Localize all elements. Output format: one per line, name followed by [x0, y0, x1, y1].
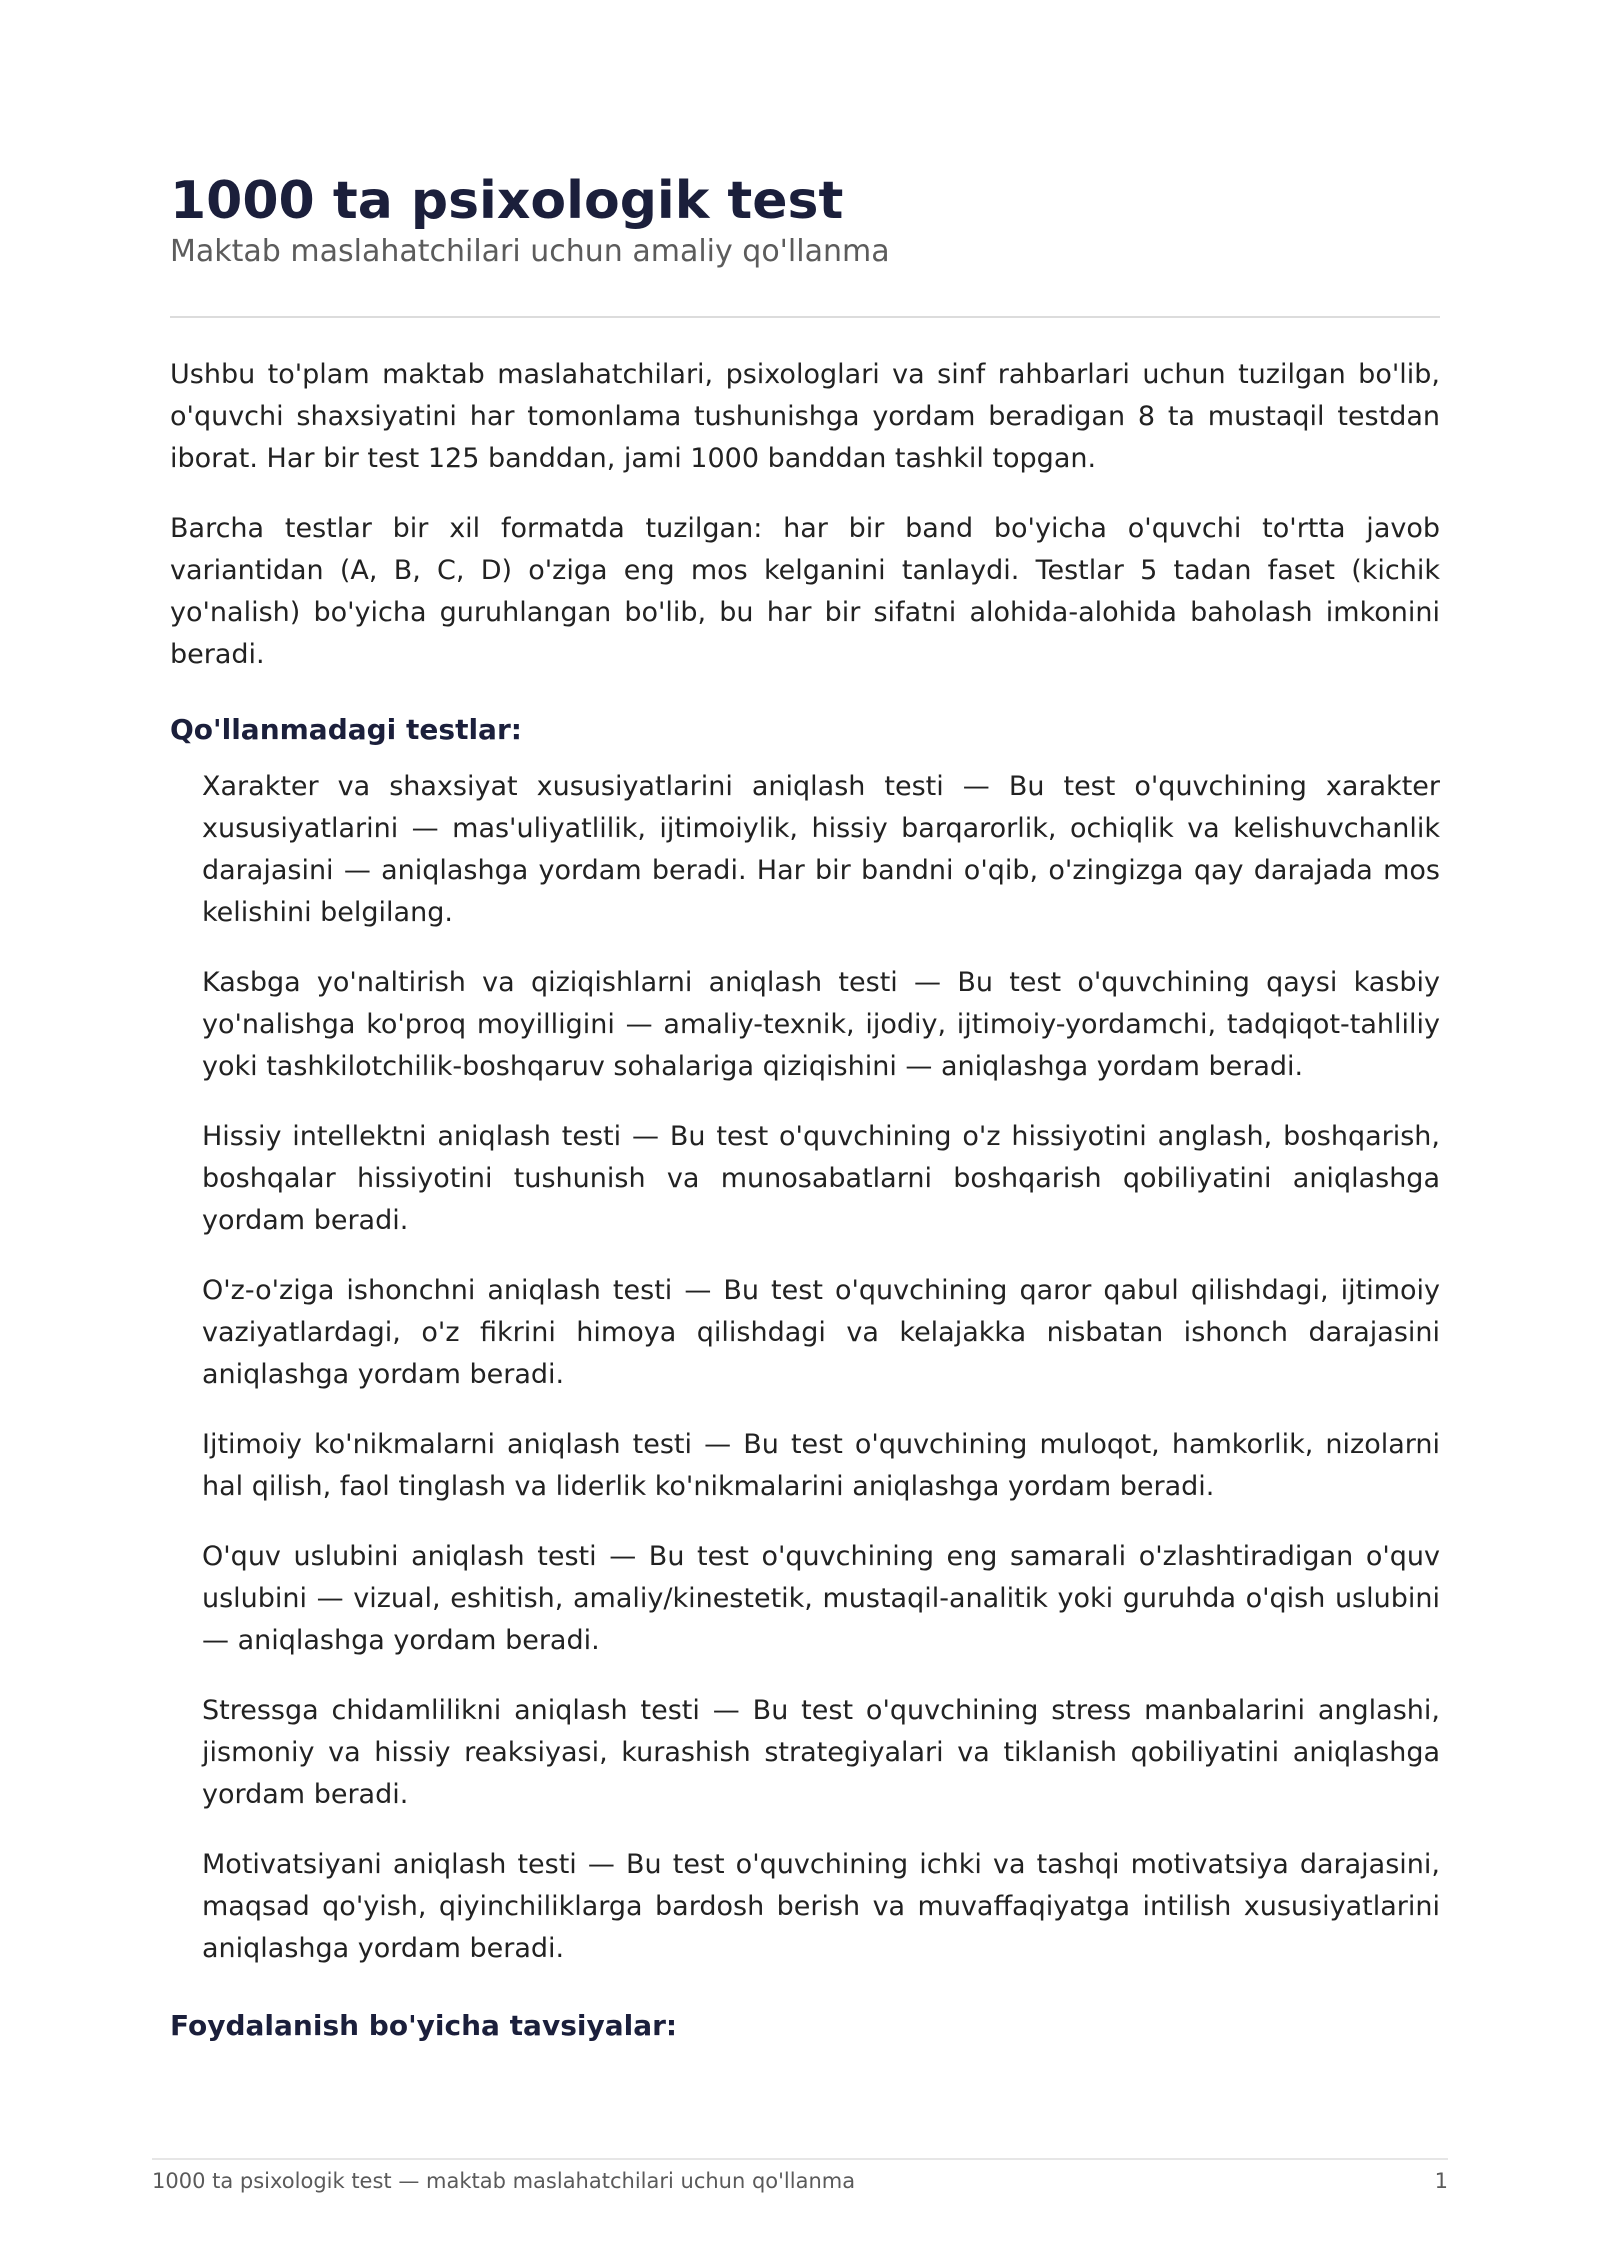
tests-section-heading: Qo'llanmadagi testlar:: [170, 713, 522, 746]
tests-list: [170, 766, 1440, 1970]
recommendations-section-heading: Foydalanish bo'yicha tavsiyalar:: [170, 2009, 678, 2042]
document-page: [170, 170, 1440, 2046]
footer-divider: [152, 2158, 1448, 2160]
footer-page-number: 1: [1434, 2169, 1448, 2193]
test-item-career: Kasbga yo'naltirish va qiziqishlarni aniqlash testi — Bu test o'quvchining qaysi kasbiy yo'nalishga ko'proq moyilligini — amaliy-texnik, ijodiy, ijtimoiy-yordamchi, tadqiqot-tahliliy yoki tashkilotchilik-boshqaruv sohalariga qiziqishini — aniqlashga yordam beradi.: [202, 967, 1440, 1082]
test-item-character: Xarakter va shaxsiyat xususiyatlarini aniqlash testi — Bu test o'quvchining xarakter xususiyatlarini — mas'uliyatlilik, ijtimoiylik, hissiy barqarorlik, ochiqlik va kelishuvchanlik darajasini — aniqlashga yordam beradi. Har bir bandni o'qib, o'zingizga qay darajada mos kelishini belgilang.: [202, 771, 1440, 928]
test-item-self-confidence: O'z-o'ziga ishonchni aniqlash testi — Bu test o'quvchining qaror qabul qilishdagi, ijtimoiy vaziyatlardagi, o'z fikrini himoya qilishdagi va kelajakka nisbatan ishonch darajasini aniqlashga yordam beradi.: [202, 1275, 1440, 1390]
test-item-stress-resilience: Stressga chidamlilikni aniqlash testi — Bu test o'quvchining stress manbalarini anglashi, jismoniy va hissiy reaksiyasi, kurashish strategiyalari va tiklanish qobiliyatini aniqlashga yordam beradi.: [202, 1695, 1440, 1810]
test-item-emotional-intelligence: Hissiy intellektni aniqlash testi — Bu test o'quvchining o'z hissiyotini anglash, boshqarish, boshqalar hissiyotini tushunish va munosabatlarni boshqarish qobiliyatini aniqlashga yordam beradi.: [202, 1121, 1440, 1236]
test-item-social-skills: Ijtimoiy ko'nikmalarni aniqlash testi — Bu test o'quvchining muloqot, hamkorlik, nizolarni hal qilish, faol tinglash va liderlik ko'nikmalarini aniqlashga yordam beradi.: [202, 1429, 1440, 1502]
intro-paragraph-2: Barcha testlar bir xil formatda tuzilgan: har bir band bo'yicha o'quvchi to'rtta javob variantidan (A, B, C, D) o'ziga eng mos kelganini tanlaydi. Testlar 5 tadan faset (kichik yo'nalish) bo'yicha guruhlangan bo'lib, bu har bir sifatni alohida-alohida baholash imkonini beradi.: [170, 513, 1440, 670]
title-divider: [170, 316, 1440, 318]
footer-text: 1000 ta psixologik test — maktab maslahatchilari uchun qo'llanma: [152, 2169, 856, 2193]
intro-paragraph-1: Ushbu to'plam maktab maslahatchilari, psixologlari va sinf rahbarlari uchun tuzilgan bo'lib, o'quvchi shaxsiyatini har tomonlama tushunishga yordam beradigan 8 ta mustaqil testdan iborat. Har bir test 125 banddan, jami 1000 banddan tashkil topgan.: [170, 359, 1440, 474]
document-title: 1000 ta psixologik test: [170, 171, 844, 231]
test-item-motivation: Motivatsiyani aniqlash testi — Bu test o'quvchining ichki va tashqi motivatsiya darajasini, maqsad qo'yish, qiyinchiliklarga bardosh berish va muvaffaqiyatga intilish xususiyatlarini aniqlashga yordam beradi.: [202, 1849, 1440, 1964]
document-subtitle: Maktab maslahatchilari uchun amaliy qo'llanma: [170, 234, 890, 269]
test-item-learning-style: O'quv uslubini aniqlash testi — Bu test o'quvchining eng samarali o'zlashtiradigan o'quv uslubini — vizual, eshitish, amaliy/kinestetik, mustaqil-analitik yoki guruhda o'qish uslubini — aniqlashga yordam beradi.: [202, 1541, 1440, 1656]
